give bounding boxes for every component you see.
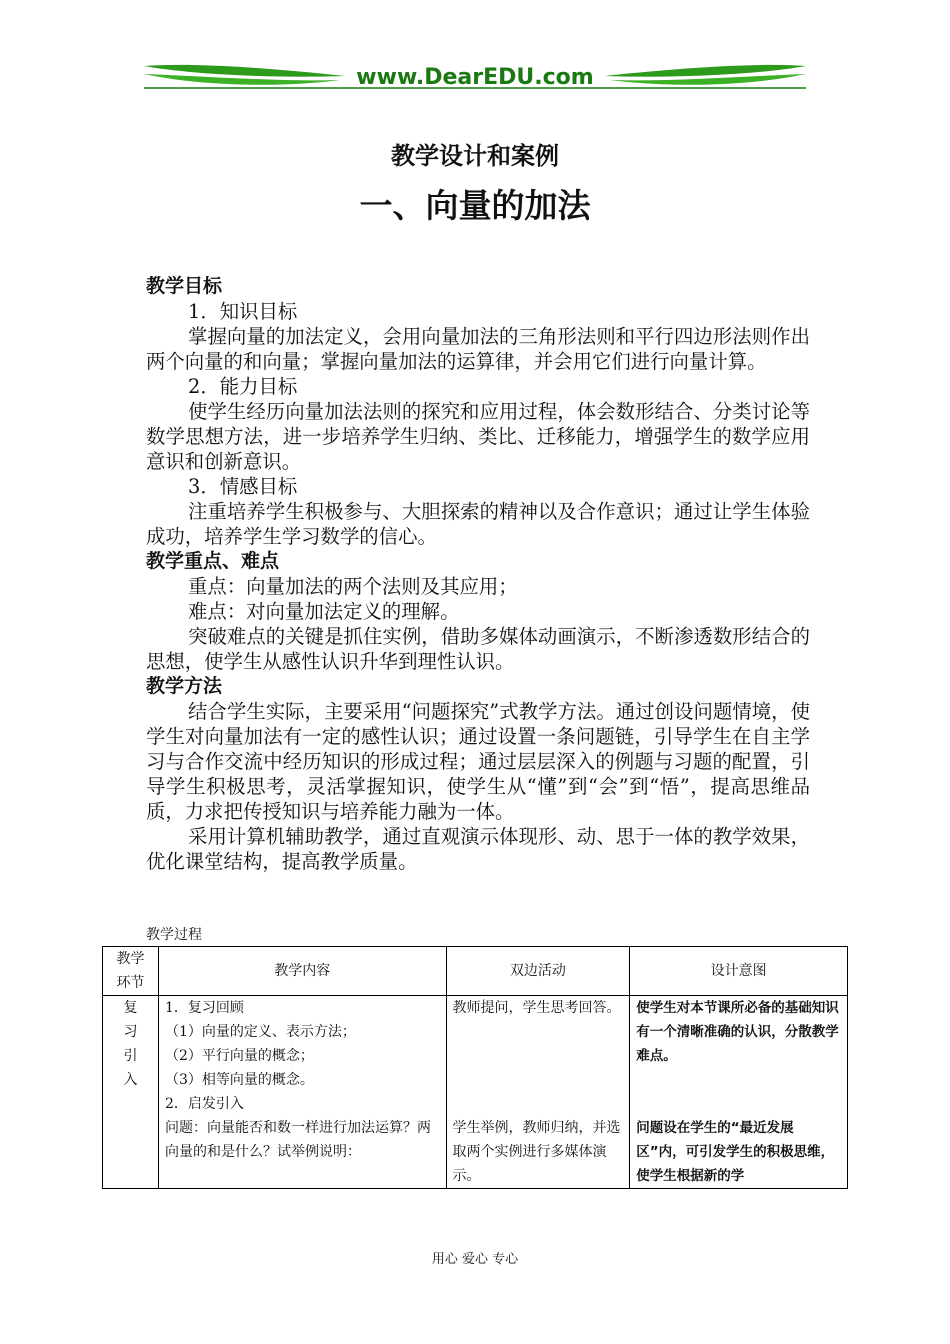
breakthrough-text: 突破难点的关键是抓住实例，借助多媒体动画演示，不断渗透数形结合的思想，使学生从感性认识升华到理性认识。	[146, 625, 810, 673]
goal1-text: 掌握向量的加法定义，会用向量加法的三角形法则和平行四边形法则作出两个向量的和向量；掌握向量加法的运算律，并会用它们进行向量计算。	[146, 325, 810, 373]
goal1-title: 1．知识目标	[188, 300, 298, 323]
goal2-title: 2．能力目标	[188, 375, 298, 398]
intent-2: 问题设在学生的“最近发展区”内，可引发学生的积极思维，使学生根据新的学	[636, 1120, 835, 1184]
key-heading: 教学重点、难点	[146, 550, 280, 572]
content-line: 1．复习回顾	[164, 1000, 244, 1016]
table-row	[103, 996, 848, 1189]
goal2-text: 使学生经历向量加法法则的探究和应用过程，体会数形结合、分类讨论等数学思想方法，进一步培养学生归纳、类比、迁移能力，增强学生的数学应用意识和创新意识。	[146, 400, 810, 473]
goal3-text: 注重培养学生积极参与、大胆探索的精神以及合作意识；通过让学生体验成功，培养学生学习数学的信心。	[146, 500, 810, 548]
header-intent: 设计意图	[630, 947, 848, 996]
stage-char: 引	[123, 1048, 138, 1064]
activity-cell	[446, 996, 630, 1189]
content-line: （1）向量的定义、表示方法；	[164, 1024, 356, 1040]
header-content: 教学内容	[158, 947, 446, 996]
method-text-2: 采用计算机辅助教学，通过直观演示体现形、动、思于一体的教学效果，优化课堂结构，提高教学质量。	[146, 825, 810, 873]
process-caption: 教学过程	[146, 927, 202, 943]
stage-char: 习	[123, 1024, 138, 1040]
key-point: 重点：向量加法的两个法则及其应用；	[188, 575, 518, 598]
difficult-point: 难点：对向量加法定义的理解。	[188, 600, 460, 623]
lesson-title: 一、向量的加法	[359, 186, 591, 225]
intent-1: 使学生对本节课所必备的基础知识有一个清晰准确的认识，分散教学难点。	[636, 1000, 839, 1064]
doc-title: 教学设计和案例	[391, 142, 559, 170]
site-header-banner	[140, 62, 810, 96]
intent-cell	[630, 996, 848, 1189]
stage-cell	[103, 996, 159, 1189]
activity-2: 学生举例，教师归纳，并选取两个实例进行多媒体演示。	[452, 1120, 621, 1184]
process-table	[102, 946, 848, 1189]
site-url: www.DearEDU.com	[356, 65, 594, 90]
header-stage: 教学环节	[103, 947, 159, 996]
goal3-title: 3．情感目标	[188, 475, 298, 498]
content-line: （3）相等向量的概念。	[164, 1072, 314, 1088]
content-line: 2．启发引入	[164, 1096, 244, 1112]
lesson-body	[146, 274, 810, 874]
activity-1: 教师提问，学生思考回答。	[452, 1000, 621, 1016]
stage-char: 复	[123, 1000, 138, 1016]
page-footer: 用心 爱心 专心	[431, 1252, 519, 1267]
goals-heading: 教学目标	[146, 275, 223, 297]
content-line: （2）平行向量的概念；	[164, 1048, 314, 1064]
header-activity: 双边活动	[446, 947, 630, 996]
content-line: 问题：向量能否和数一样进行加法运算？两向量的和是什么？试举例说明：	[164, 1120, 431, 1160]
content-cell	[158, 996, 446, 1189]
table-header-row	[103, 947, 848, 996]
stage-char: 入	[123, 1072, 138, 1088]
method-text-1: 结合学生实际，主要采用“问题探究”式教学方法。通过创设问题情境，使学生对向量加法有一定的感性认识；通过设置一条问题链，引导学生在自主学习与合作交流中经历知识的形成过程；通过层层深入的例题与习题的配置，引导学生积极思考，灵活掌握知识，使学生从“懂”到“会”到“悟”，提高思维品质，力求把传授知识与培养能力融为一体。	[146, 700, 810, 823]
method-heading: 教学方法	[146, 675, 223, 697]
